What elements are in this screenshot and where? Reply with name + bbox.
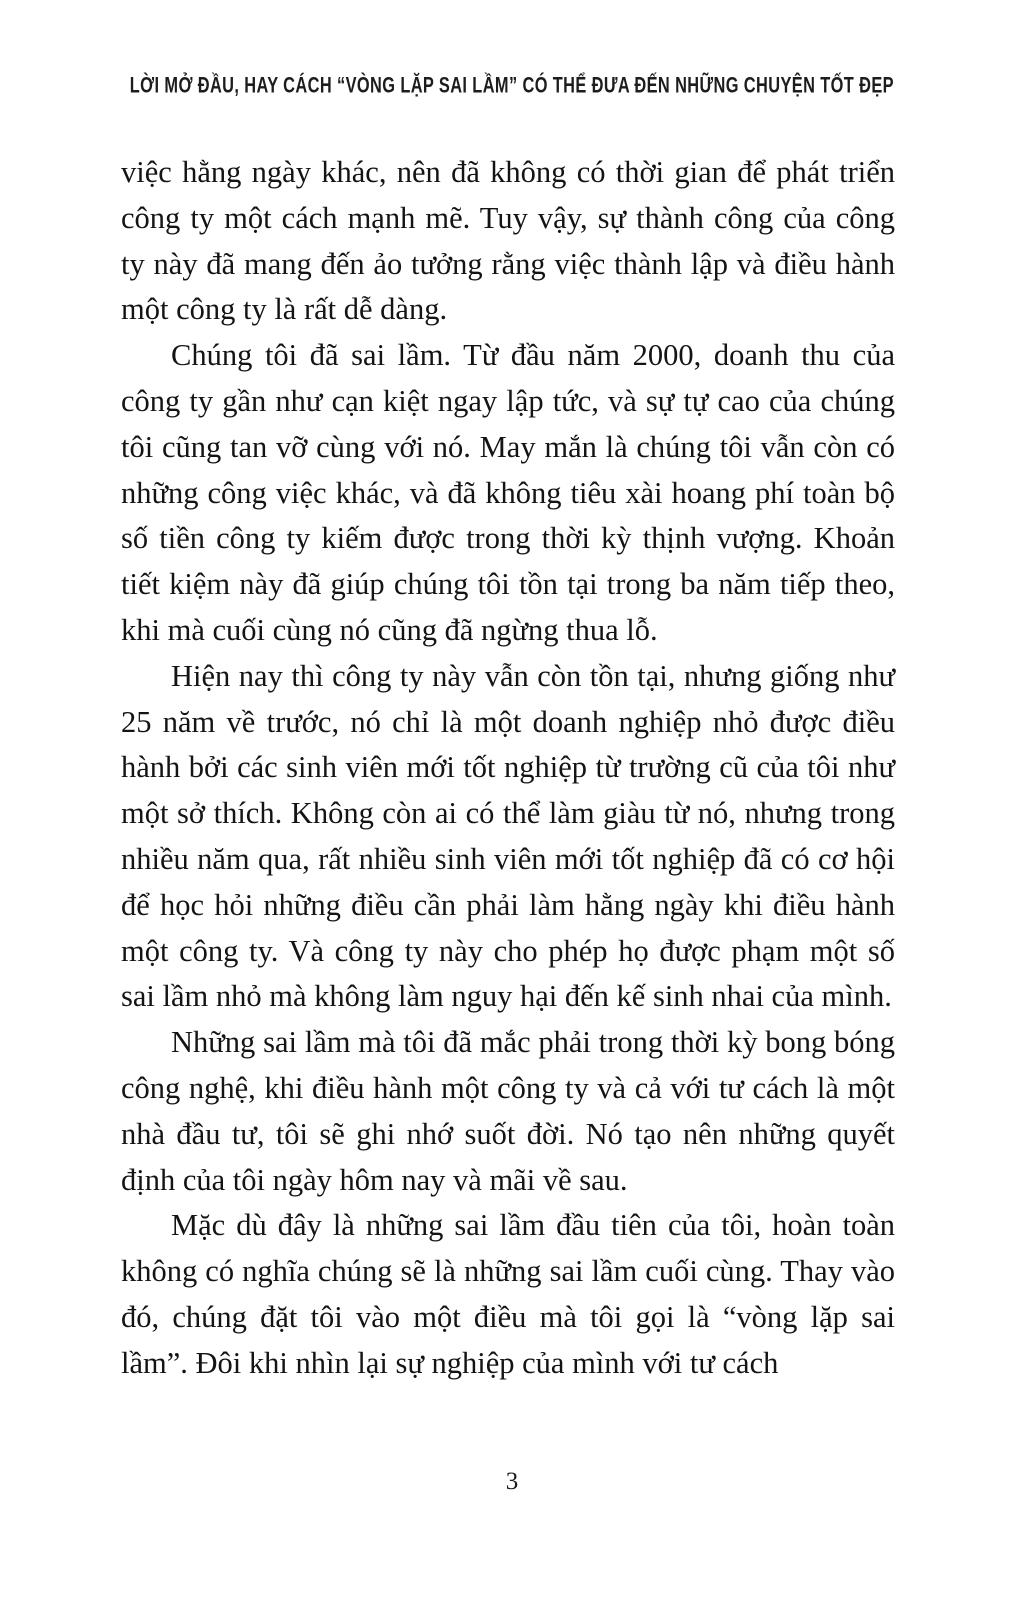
paragraph: Hiện nay thì công ty này vẫn còn tồn tại, nhưng giống như 25 năm về trước, nó chỉ là một doanh nghiệp nhỏ được điều hành bởi các sinh viên mới tốt nghiệp từ trường cũ của tôi như một sở thích. Không còn ai có thể làm giàu từ nó, nhưng trong nhiều năm qua, rất nhiều sinh viên mới tốt nghiệp đã có cơ hội để học hỏi những điều cần phải làm hằng ngày khi điều hành một công ty. Và công ty này cho phép họ được phạm một số sai lầm nhỏ mà không làm nguy hại đến kế sinh nhai của mình. [121, 658, 895, 1014]
running-header [0, 74, 1024, 98]
paragraph: việc hằng ngày khác, nên đã không có thời gian để phát triển công ty một cách mạnh mẽ. Tuy vậy, sự thành công của công ty này đã mang đến ảo tưởng rằng việc thành lập và điều hành một công ty là rất dễ dàng. [121, 155, 895, 327]
page-footer [0, 1468, 1024, 1496]
chapter-title: LỜI MỞ ĐẦU, HAY CÁCH “VÒNG LẶP SAI LẦM” CÓ THỂ ĐƯA ĐẾN NHỮNG CHUYỆN TỐT ĐẸP [129, 73, 895, 98]
body-text [121, 150, 895, 1387]
page-number: 3 [505, 1468, 519, 1495]
paragraph: Mặc dù đây là những sai lầm đầu tiên của tôi, hoàn toàn không có nghĩa chúng sẽ là những sai lầm cuối cùng. Thay vào đó, chúng đặt tôi vào một điều mà tôi gọi là “vòng lặp sai lầm”. Đôi khi nhìn lại sự nghiệp của mình với tư cách [121, 1208, 895, 1380]
paragraph: Chúng tôi đã sai lầm. Từ đầu năm 2000, doanh thu của công ty gần như cạn kiệt ngay lập tức, và sự tự cao của chúng tôi cũng tan vỡ cùng với nó. May mắn là chúng tôi vẫn còn có những công việc khác, và đã không tiêu xài hoang phí toàn bộ số tiền công ty kiếm được trong thời kỳ thịnh vượng. Khoản tiết kiệm này đã giúp chúng tôi tồn tại trong ba năm tiếp theo, khi mà cuối cùng nó cũng đã ngừng thua lỗ. [121, 338, 895, 647]
paragraph: Những sai lầm mà tôi đã mắc phải trong thời kỳ bong bóng công nghệ, khi điều hành một công ty và cả với tư cách là một nhà đầu tư, tôi sẽ ghi nhớ suốt đời. Nó tạo nên những quyết định của tôi ngày hôm nay và mãi về sau. [121, 1025, 895, 1197]
